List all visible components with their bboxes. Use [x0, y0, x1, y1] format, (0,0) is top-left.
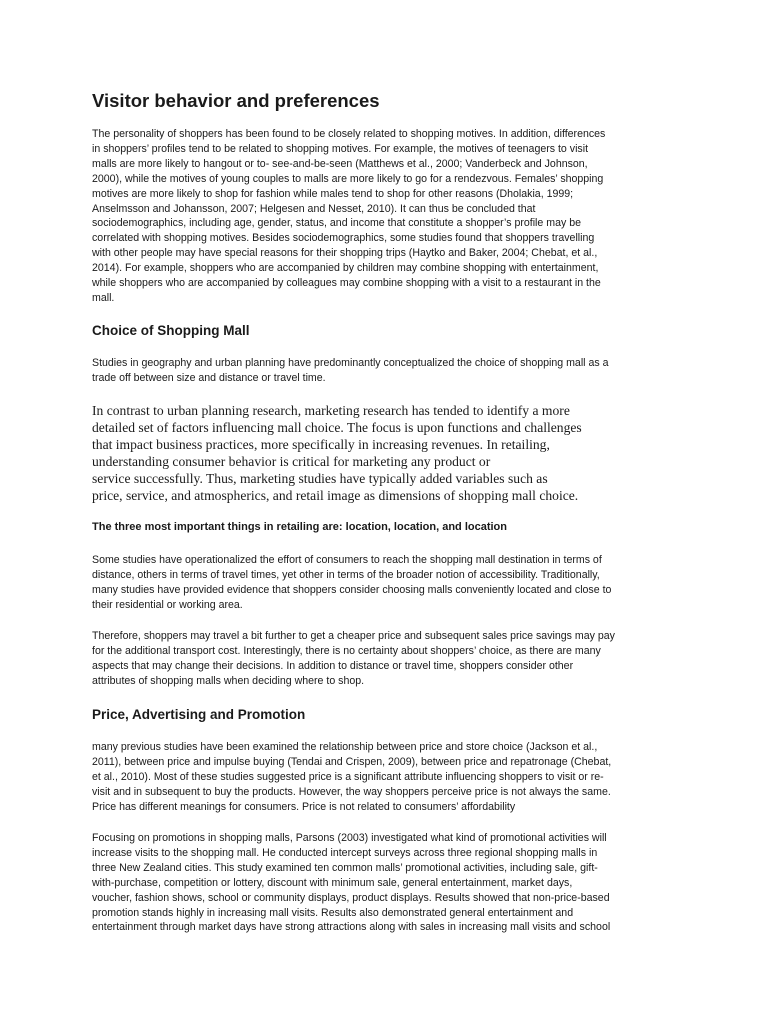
text-line: 2014). For example, shoppers who are accompanied by children may combine shopping with entertainment,: [92, 262, 599, 275]
text-line: mall.: [92, 291, 115, 304]
text-line: Focusing on promotions in shopping malls, Parsons (2003) investigated what kind of promotional activities will: [92, 832, 607, 844]
paragraph-shopper-profiles: [92, 127, 684, 306]
text-line: Therefore, shoppers may travel a bit further to get a cheaper price and subsequent sales price savings may pay: [92, 630, 615, 642]
paragraph-geography-planning: [92, 356, 684, 386]
text-line: visit and in subsequent to buy the products. However, the way shoppers perceive price is not always the same.: [92, 785, 611, 798]
text-line: price, service, and atmospherics, and retail image as dimensions of shopping mall choice.: [92, 487, 579, 503]
text-line: increase visits to the shopping mall. He conducted intercept surveys across three regional shopping malls in: [92, 846, 598, 859]
page-title: Visitor behavior and preferences: [92, 90, 380, 111]
text-line: Studies in geography and urban planning have predominantly conceptualized the choice of shopping mall as a: [92, 357, 609, 369]
text-line: entertainment through market days have strong attractions along with sales in increasing mall visits and school: [92, 921, 611, 934]
text-line: et al., 2010). Most of these studies suggested price is a significant attribute influencing shoppers to visit or re-: [92, 770, 604, 783]
text-line: motives are more likely to shop for fashion while males tend to shop for other reasons (Dholakia, 1999;: [92, 187, 574, 200]
text-line: 2011), between price and impulse buying (Tendai and Crispen, 2009), between price and repatronage (Chebat,: [92, 755, 612, 768]
text-line: in shoppers’ profiles tend to be related to shopping motives. For example, the motives of teenagers to visit: [92, 142, 589, 155]
text-line: detailed set of factors influencing mall choice. The focus is upon functions and challenges: [92, 419, 582, 435]
text-line: voucher, fashion shows, school or community displays, product displays. Results showed that non-price-based: [92, 891, 610, 904]
text-line: promotion stands highly in increasing mall visits. Results also demonstrated general entertainment and: [92, 906, 574, 919]
text-line: while shoppers who are accompanied by colleagues may combine shopping with a visit to a restaurant in the: [92, 277, 601, 290]
text-line: trade off between size and distance or travel time.: [92, 371, 326, 384]
text-line: sociodemographics, including age, gender, status, and income that constitute a shopper’s profile may be: [92, 217, 581, 230]
heading-choice-of-shopping-mall: Choice of Shopping Mall: [92, 323, 250, 338]
paragraph-travel-cost: [92, 629, 684, 689]
paragraph-marketing-research: [92, 403, 684, 504]
paragraph-promotions: [92, 831, 684, 935]
text-line: attributes of shopping malls when deciding where to shop.: [92, 674, 365, 687]
text-line: with other people may have special reasons for their shopping trips (Haytko and Baker, 2004; Chebat, et al.,: [92, 247, 598, 260]
text-line: many previous studies have been examined the relationship between price and store choice (Jackson et al.,: [92, 741, 598, 753]
text-line: correlated with shopping motives. Besides sociodemographics, some studies found that shoppers travelling: [92, 232, 595, 245]
paragraph-accessibility: [92, 553, 684, 613]
text-line: that impact business practices, more specifically in increasing revenues. In retailing,: [92, 436, 550, 452]
text-line: with-purchase, competition or lottery, discount with minimum sale, general entertainment, market days,: [92, 876, 573, 889]
heading-price-advertising-promotion: Price, Advertising and Promotion: [92, 707, 306, 722]
text-line: distance, others in terms of travel times, yet other in terms of the broader notion of accessibility. Traditionally,: [92, 568, 600, 581]
text-line: many studies have provided evidence that shoppers consider choosing malls conveniently located and close to: [92, 583, 612, 596]
text-line: service successfully. Thus, marketing studies have typically added variables such as: [92, 470, 548, 486]
text-line: The personality of shoppers has been found to be closely related to shopping motives. In addition, differences: [92, 128, 606, 140]
text-line: Anselmsson and Johansson, 2007; Helgesen and Nesset, 2010). It can thus be concluded that: [92, 202, 536, 215]
text-line: aspects that may change their decisions. In addition to distance or travel time, shoppers consider other: [92, 659, 574, 672]
heading-three-important-things: The three most important things in retailing are: location, location, and location: [92, 521, 507, 533]
text-line: malls are more likely to hangout or to- see-and-be-seen (Matthews et al., 2000; Vanderbeck and Johnson,: [92, 157, 588, 170]
text-line: understanding consumer behavior is critical for marketing any product or: [92, 453, 491, 469]
text-line: Some studies have operationalized the effort of consumers to reach the shopping mall destination in terms of: [92, 554, 602, 566]
text-line: 2000), while the motives of young couples to malls are more likely to go for a rendezvous. Females’ shopping: [92, 172, 604, 185]
text-line: Price has different meanings for consumers. Price is not related to consumers’ affordability: [92, 800, 516, 813]
text-line: for the additional transport cost. Interestingly, there is no certainty about shoppers’ choice, as there are many: [92, 644, 601, 657]
text-line: three New Zealand cities. This study examined ten common malls’ promotional activities, including sale, gift-: [92, 861, 598, 874]
text-line: In contrast to urban planning research, marketing research has tended to identify a more: [92, 403, 570, 418]
text-line: their residential or working area.: [92, 598, 243, 611]
paragraph-price-studies: [92, 740, 684, 815]
